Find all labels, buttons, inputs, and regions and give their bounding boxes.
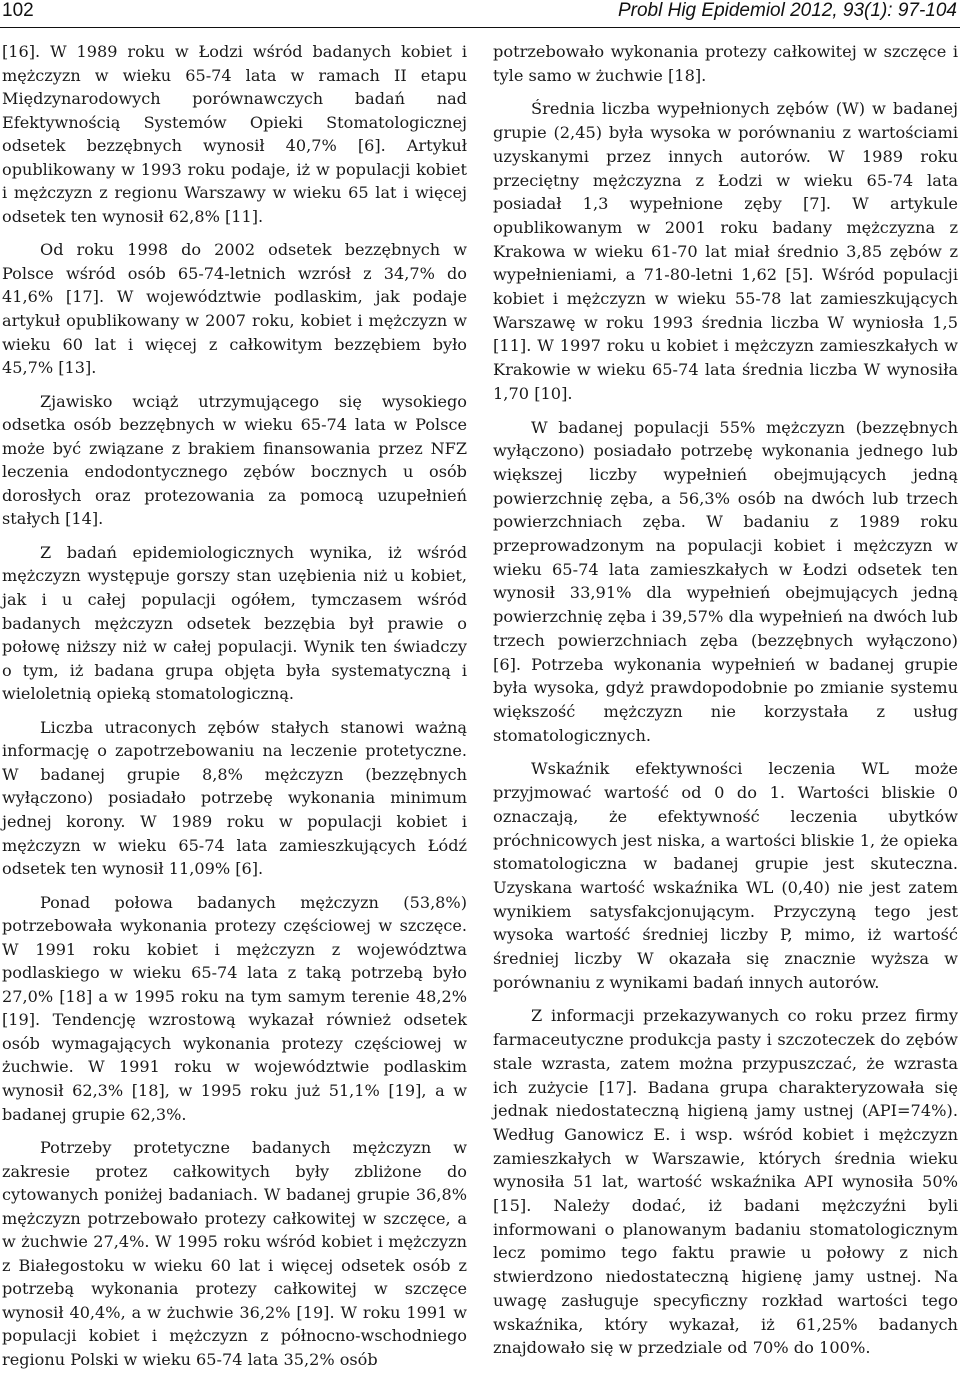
paragraph: Wskaźnik efektywności leczenia WL może przyjmować wartość od 0 do 1. Wartości bliskie 0 oznaczają, że efektywność leczenia ubytków próchnicowych jest niska, a wartości bliskie 1, że opieka stomatologiczna w badanej grupie jest skuteczna. Uzyskana wartość wskaźnika WL (0,40) nie jest zatem wynikiem satysfakcjonującym. Przyczyną tego jest wysoka wartość średniej liczby P, mimo, iż wartość średniej liczby W okazała się znacznie wyższa w porównaniu z wynikami badań innych autorów. [493, 759, 958, 992]
journal-running-head: Probl Hig Epidemiol 2012, 93(1): 97-104 [617, 0, 957, 21]
paragraph: Zjawisko wciąż utrzymującego się wysokiego odsetka osób bezzębnych w wieku 65-74 lata w Polsce może być związane z brakiem finansowania przez NFZ leczenia endodontycznego zębów bocznych u osób dorosłych oraz protezowania za pomocą uzupełnień stałych [14]. [2, 391, 467, 529]
paragraph: Z badań epidemiologicznych wynika, iż wśród mężczyzn występuje gorszy stan uzębienia niż u kobiet, jak i u całej populacji ogółem, tymczasem wśród badanych mężczyzn odsetek bezzębia był prawie o połowę niższy niż w całej populacji. Wynik ten świadczy o tym, iż badana grupa objęta była systematyczną i wieloletnią opieką stomatologiczną. [2, 542, 467, 704]
paragraph: Od roku 1998 do 2002 odsetek bezzębnych w Polsce wśród osób 65-74-letnich wzrósł z 34,7% do 41,6% [17]. W województwie podlaskim, jak podaje artykuł opublikowany w 2007 roku, kobiet i mężczyzn w wieku 60 lat i więcej z całkowitym bezzębiem było 45,7% [13]. [2, 240, 467, 378]
left-column [2, 40, 467, 1382]
paragraph: Z informacji przekazywanych co roku przez firmy farmaceutyczne produkcja pasty i szczoteczek do zębów stale wzrasta, zatem można przypuszczać, że wzrasta ich zużycie [17]. Badana grupa charakteryzowała się jednak niedostateczną higieną jamy ustnej (API=74%). Według Ganowicz E. i wsp. wśród kobiet i mężczyzn zamieszkałych w Warszawie, których średnia wieku wynosiła 51 lat, wartość wskaźnika API wynosiła 50% [15]. Należy dodać, iż badani mężczyźni byli informowani o planowanym badaniu stomatologicznym lecz pomimo tego faktu prawie u połowy z nich stwierdzono niedostateczną higienę jamy ustnej. Na uwagę zasługuje specyficzny rozkład wartości tego wskaźnika, który wykazał, iż 61,25% badanych znajdowało się w przedziale od 70% do 100%. [493, 1006, 958, 1358]
paragraph: Ponad połowa badanych mężczyzn (53,8%) potrzebowała wykonania protezy częściowej w szczęce. W 1991 roku kobiet i mężczyzn z województwa podlaskiego w wieku 65-74 lata z taką potrzebą było 27,0% [18] a w 1995 roku na tym samym terenie 48,2% [19]. Tendencję wzrostową wykazał również odsetek osób wymagających wykonania protezy częściowej w żuchwie. W 1991 roku w województwie podlaskim wynosił 62,3% [18], w 1995 roku już 51,1% [19], a w badanej grupie 62,3%. [2, 892, 467, 1124]
page-number: 102 [2, 0, 34, 21]
paragraph: Potrzeby protetyczne badanych mężczyzn w zakresie protez całkowitych były zbliżone do cytowanych poniżej badaniach. W badanej grupie 36,8% mężczyzn potrzebowało protezy całkowitej w szczęce, a w żuchwie 27,4%. W 1995 roku wśród kobiet i mężczyzn z Białegostoku w wieku 60 lat i więcej odsetek osób z potrzebą wykonania protezy całkowitej w szczęce wynosił 40,4%, a w żuchwie 36,2% [19]. W roku 1991 w populacji kobiet i mężczyzn z północno-wschodniego regionu Polski w wieku 65-74 lata 35,2% osób [2, 1138, 467, 1369]
paragraph: Liczba utraconych zębów stałych stanowi ważną informację o zapotrzebowaniu na leczenie protetyczne. W badanej grupie 8,8% mężczyzn (bezzębnych wyłączono) posiadało potrzebę wykonania minimum jednej korony. W 1989 roku w populacji kobiet i mężczyzn w wieku 65-74 lata zamieszkujących Łódź odsetek ten wynosił 11,09% [6]. [2, 717, 467, 879]
right-column [493, 40, 958, 1370]
paragraph: W badanej populacji 55% mężczyzn (bezzębnych wyłączono) posiadało potrzebę wykonania jednego lub większej liczby wypełnień obejmujących jedną powierzchnię zęba, a 56,3% osób na dwóch lub trzech powierzchniach zęba. W badaniu z 1989 roku przeprowadzonym na populacji kobiet i mężczyzn w wieku 65-74 lata zamieszkałych w Łodzi odsetek ten wynosił 33,91% dla wypełnień obejmujących jedną powierzchnię zęba i 39,57% dla wypełnień na dwóch lub trzech powierzchniach zęba (bezzębnych wyłączono) [6]. Potrzeba wykonania wypełnień w badanej grupie była wysoka, gdyż prawdopodobnie po zmianie systemu większość mężczyzn nie korzystała z usług stomatologicznych. [493, 417, 958, 745]
paragraph: Średnia liczba wypełnionych zębów (W) w badanej grupie (2,45) była wysoka w porównaniu z wartościami uzyskanymi przez innych autorów. W 1989 roku przeciętny mężczyzna z Łodzi w wieku 65-74 lata posiadał 1,3 wypełnione zęby [7]. W artykule opublikowanym w 2001 roku badany mężczyzna z Krakowa w wieku 61-70 lat miał średnio 3,85 zębów z wypełnieniami, a 71-80-letni 1,62 [5]. Wśród populacji kobiet i mężczyzn w wieku 55-78 lat zamieszkujących Warszawę w roku 1993 średnia liczba W wyniosła 1,5 [11]. W 1997 roku u kobiet i mężczyzn zamieszkałych w Krakowie w wieku 65-74 lata średnia liczba W wynosiła 1,70 [10]. [493, 99, 958, 403]
paragraph: [16]. W 1989 roku w Łodzi wśród badanych kobiet i mężczyzn w wieku 65-74 lata w ramach II etapu Międzynarodowych porównawczych badań nad Efektywnością Systemów Opieki Stomatologicznej odsetek bezzębnych wynosił 40,7% [6]. Artykuł opublikowany w 1993 roku podaje, iż w populacji kobiet i mężczyzn z regionu Warszawy w wieku 65 lat i więcej odsetek ten wynosił 62,8% [11]. [2, 42, 467, 226]
paragraph: potrzebowało wykonania protezy całkowitej w szczęce i tyle samo w żuchwie [18]. [493, 42, 958, 85]
header-rule [0, 27, 960, 28]
page-header [0, 0, 960, 30]
